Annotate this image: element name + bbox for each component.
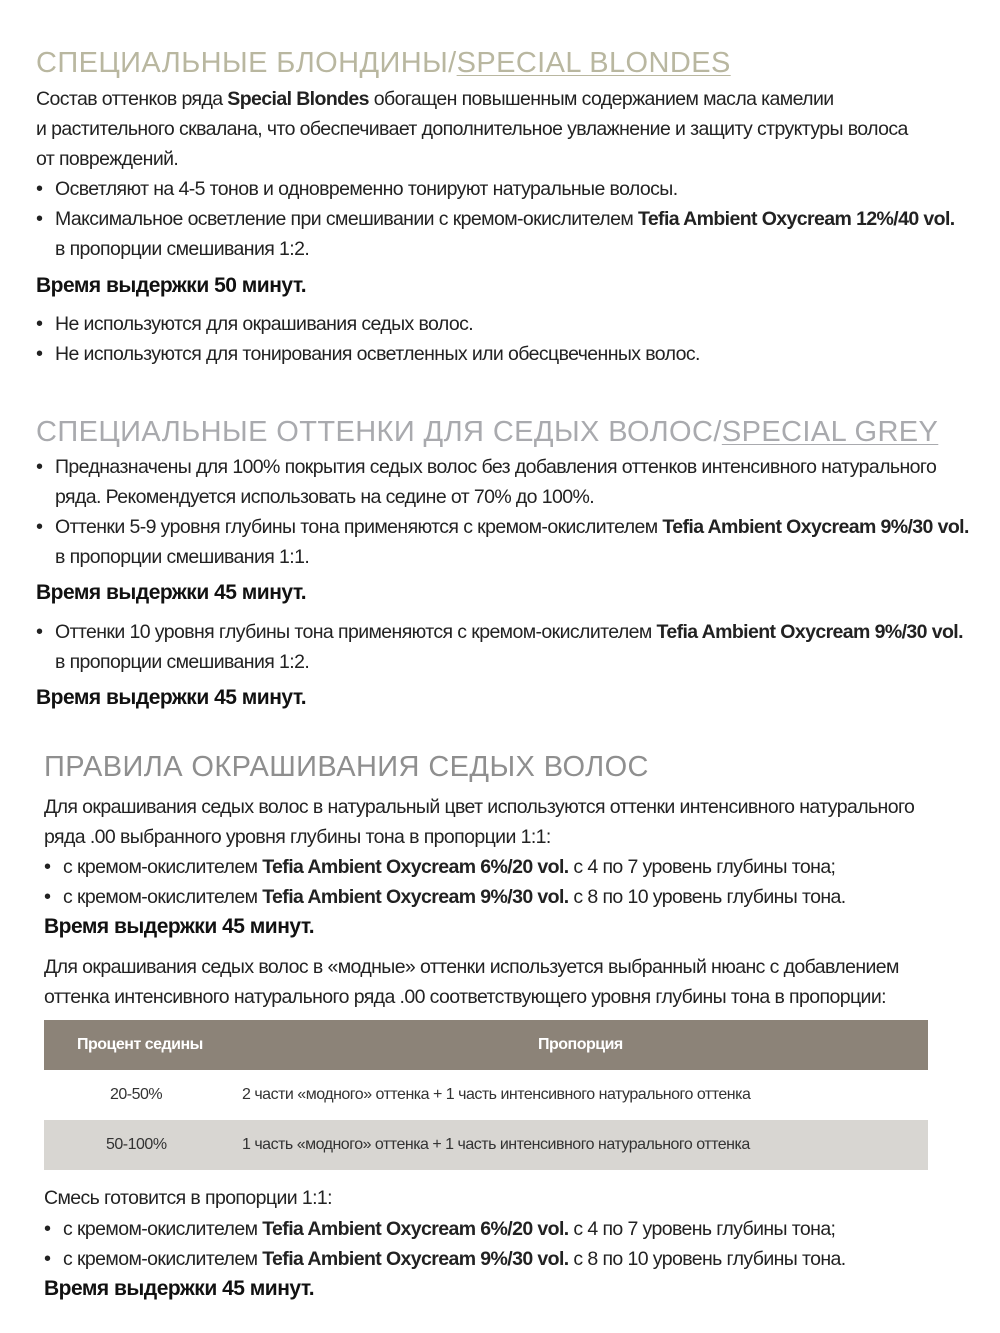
bullet-dot: • — [44, 856, 52, 878]
bullet-dot: • — [36, 516, 44, 538]
rules-bullet-1 — [63, 852, 835, 882]
grey-bullet3-product: Tefia Ambient Oxycream 9%/30 vol. — [656, 621, 963, 643]
bullet2-product: Tefia Ambient Oxycream 12%/40 vol. — [637, 208, 955, 230]
rules-b3-a: с кремом-окислителем — [63, 1218, 263, 1240]
rules-b2-product: Tefia Ambient Oxycream 9%/30 vol. — [262, 886, 569, 908]
bullet-dot: • — [36, 178, 44, 200]
rules-p2-line2: оттенка интенсивного натурального ряда .00 соответствующего уровня глубины тона в пропорции: — [44, 986, 886, 1008]
bullet-dot: • — [36, 343, 44, 365]
table-row — [44, 1070, 928, 1120]
blondes-bullet-1: Осветляют на 4-5 тонов и одновременно тонируют натуральные волосы. — [55, 178, 678, 200]
grey-time-1: Время выдержки 45 минут. — [36, 581, 307, 604]
table-header-cell: Пропорция — [538, 1036, 623, 1053]
proportion-table — [44, 1020, 928, 1170]
grey-bullet-1-line2: ряда. Рекомендуется использовать на седине от 70% до 100%. — [55, 486, 595, 508]
table-cell-proportion: 2 части «модного» оттенка + 1 часть интенсивного натурального оттенка — [242, 1086, 751, 1103]
grey-bullet3-text: Оттенки 10 уровня глубины тона применяются с кремом-окислителем — [55, 621, 657, 643]
grey-time-2: Время выдержки 45 минут. — [36, 686, 307, 709]
rules-mix: Смесь готовится в пропорции 1:1: — [44, 1187, 332, 1209]
table-header-row — [44, 1020, 928, 1070]
rules-bullet-2 — [63, 882, 846, 912]
intro-text-a: Состав оттенков ряда — [36, 88, 228, 110]
rules-b1-a: с кремом-окислителем — [63, 856, 263, 878]
rules-b1-product: Tefia Ambient Oxycream 6%/20 vol. — [262, 856, 569, 878]
blondes-bullet-3: Не используются для окрашивания седых волос. — [55, 313, 474, 335]
rules-b4-product: Tefia Ambient Oxycream 9%/30 vol. — [262, 1248, 569, 1270]
rules-p2-line1: Для окрашивания седых волос в «модные» оттенки используется выбранный нюанс с добавлением — [44, 956, 899, 978]
table-cell-proportion: 1 часть «модного» оттенка + 1 часть интенсивного натурального оттенка — [242, 1136, 750, 1153]
bullet-dot: • — [44, 1218, 52, 1240]
heading-grey-main: СПЕЦИАЛЬНЫЕ ОТТЕНКИ ДЛЯ СЕДЫХ ВОЛОС/ — [36, 416, 722, 448]
rules-b1-c: с 4 по 7 уровень глубины тона; — [568, 856, 836, 878]
rules-time-1: Время выдержки 45 минут. — [44, 915, 315, 938]
grey-bullet-2 — [55, 512, 969, 542]
blondes-bullet-2 — [55, 204, 955, 234]
rules-bullet-3 — [63, 1214, 835, 1244]
rules-b3-product: Tefia Ambient Oxycream 6%/20 vol. — [262, 1218, 569, 1240]
grey-bullet-1-line1: Предназначены для 100% покрытия седых волос без добавления оттенков интенсивного натурального — [55, 456, 937, 478]
blondes-intro-line2: и растительного сквалана, что обеспечивает дополнительное увлажнение и защиту структуры волоса — [36, 118, 908, 140]
rules-b2-c: с 8 по 10 уровень глубины тона. — [568, 886, 846, 908]
rules-b4-a: с кремом-окислителем — [63, 1248, 263, 1270]
heading-blondes-main: СПЕЦИАЛЬНЫЕ БЛОНДИНЫ/ — [36, 47, 457, 79]
table-header-cell: Процент седины — [77, 1036, 203, 1053]
rules-b3-c: с 4 по 7 уровень глубины тона; — [568, 1218, 836, 1240]
blondes-bullet-2-line2: в пропорции смешивания 1:2. — [55, 238, 310, 260]
rules-p1-line2: ряда .00 выбранного уровня глубины тона в пропорции 1:1: — [44, 826, 551, 848]
table-cell-percent: 20-50% — [110, 1086, 163, 1103]
rules-time-2: Время выдержки 45 минут. — [44, 1277, 315, 1300]
blondes-intro-line3: от повреждений. — [36, 148, 179, 170]
section-heading-grey — [36, 415, 938, 449]
grey-bullet-3-line2: в пропорции смешивания 1:2. — [55, 651, 310, 673]
rules-b2-a: с кремом-окислителем — [63, 886, 263, 908]
bullet-dot: • — [36, 208, 44, 230]
intro-text-c: обогащен повышенным содержанием масла камелии — [368, 88, 834, 110]
section-heading-rules: ПРАВИЛА ОКРАШИВАНИЯ СЕДЫХ ВОЛОС — [44, 751, 649, 783]
blondes-time: Время выдержки 50 минут. — [36, 274, 307, 297]
blondes-bullet-4: Не используются для тонирования осветленных или обесцвеченных волос. — [55, 343, 700, 365]
grey-bullet2-product: Tefia Ambient Oxycream 9%/30 vol. — [662, 516, 969, 538]
blondes-intro-line1 — [36, 84, 834, 114]
bullet-dot: • — [36, 456, 44, 478]
bullet-dot: • — [36, 313, 44, 335]
rules-b4-c: с 8 по 10 уровень глубины тона. — [568, 1248, 846, 1270]
heading-blondes-sub: SPECIAL BLONDES — [456, 47, 731, 79]
intro-brand: Special Blondes — [227, 88, 369, 110]
section-heading-blondes — [36, 46, 731, 80]
rules-bullet-4 — [63, 1244, 846, 1274]
bullet2-text: Максимальное осветление при смешивании с кремом-окислителем — [55, 208, 638, 230]
grey-bullet-2-line2: в пропорции смешивания 1:1. — [55, 546, 310, 568]
heading-grey-sub: SPECIAL GREY — [721, 416, 939, 448]
table-cell-percent: 50-100% — [106, 1136, 167, 1153]
bullet-dot: • — [44, 886, 52, 908]
bullet-dot: • — [44, 1248, 52, 1270]
rules-p1-line1: Для окрашивания седых волос в натуральный цвет используются оттенки интенсивного натурального — [44, 796, 915, 818]
bullet-dot: • — [36, 621, 44, 643]
grey-bullet-3 — [55, 617, 963, 647]
table-row — [44, 1120, 928, 1170]
grey-bullet2-text: Оттенки 5-9 уровня глубины тона применяются с кремом-окислителем — [55, 516, 663, 538]
